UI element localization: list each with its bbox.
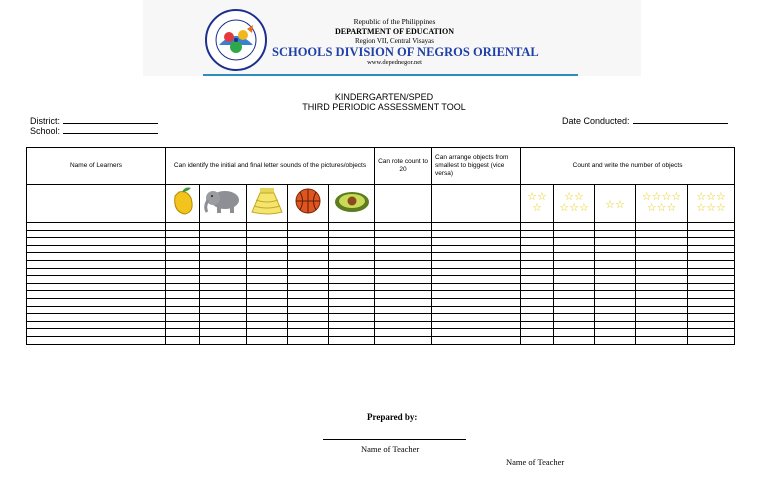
score-cell[interactable] xyxy=(595,306,636,314)
learner-name-cell[interactable] xyxy=(27,336,166,344)
learner-name-cell[interactable] xyxy=(27,329,166,337)
score-cell[interactable] xyxy=(521,238,554,246)
score-cell[interactable] xyxy=(166,336,200,344)
table-row xyxy=(27,253,735,261)
score-cell[interactable] xyxy=(688,321,735,329)
score-cell[interactable] xyxy=(595,276,636,284)
score-cell[interactable] xyxy=(554,298,595,306)
score-cell[interactable] xyxy=(329,245,375,253)
score-cell[interactable] xyxy=(166,329,200,337)
score-cell[interactable] xyxy=(636,329,688,337)
score-cell[interactable] xyxy=(329,283,375,291)
score-cell[interactable] xyxy=(288,223,329,231)
score-cell[interactable] xyxy=(688,238,735,246)
table-row xyxy=(27,238,735,246)
score-cell[interactable] xyxy=(521,260,554,268)
skirt-cell xyxy=(247,185,288,223)
score-cell[interactable] xyxy=(688,298,735,306)
score-cell[interactable] xyxy=(636,260,688,268)
score-cell[interactable] xyxy=(247,276,288,284)
score-cell[interactable] xyxy=(636,276,688,284)
score-cell[interactable] xyxy=(432,298,521,306)
score-cell[interactable] xyxy=(166,238,200,246)
score-cell[interactable] xyxy=(375,245,432,253)
date-blank[interactable] xyxy=(633,115,728,124)
score-cell[interactable] xyxy=(288,306,329,314)
score-cell[interactable] xyxy=(595,336,636,344)
score-cell[interactable] xyxy=(329,230,375,238)
learner-name-cell[interactable] xyxy=(27,314,166,322)
score-cell[interactable] xyxy=(554,223,595,231)
score-cell[interactable] xyxy=(688,283,735,291)
score-cell[interactable] xyxy=(636,230,688,238)
score-cell[interactable] xyxy=(521,321,554,329)
score-cell[interactable] xyxy=(288,253,329,261)
score-cell[interactable] xyxy=(432,291,521,299)
table-row xyxy=(27,314,735,322)
score-cell[interactable] xyxy=(247,230,288,238)
score-cell[interactable] xyxy=(247,260,288,268)
score-cell[interactable] xyxy=(432,245,521,253)
deped-seal-logo xyxy=(205,9,267,71)
score-cell[interactable] xyxy=(688,336,735,344)
score-cell[interactable] xyxy=(521,283,554,291)
score-cell[interactable] xyxy=(554,260,595,268)
star-group-4-cell xyxy=(636,185,688,223)
score-cell[interactable] xyxy=(688,291,735,299)
score-cell[interactable] xyxy=(247,283,288,291)
score-cell[interactable] xyxy=(375,321,432,329)
score-cell[interactable] xyxy=(375,298,432,306)
score-cell[interactable] xyxy=(375,238,432,246)
learner-name-cell[interactable] xyxy=(27,230,166,238)
score-cell[interactable] xyxy=(375,314,432,322)
table-header-row xyxy=(27,148,735,185)
rote-blank-cell xyxy=(375,185,432,223)
score-cell[interactable] xyxy=(595,223,636,231)
score-cell[interactable] xyxy=(288,336,329,344)
score-cell[interactable] xyxy=(247,321,288,329)
score-cell[interactable] xyxy=(432,253,521,261)
district-label: District: xyxy=(30,116,60,126)
score-cell[interactable] xyxy=(554,253,595,261)
score-cell[interactable] xyxy=(166,253,200,261)
col-learners-header: Name of Learners xyxy=(27,148,166,185)
table-row xyxy=(27,268,735,276)
score-cell[interactable] xyxy=(595,283,636,291)
score-cell[interactable] xyxy=(329,276,375,284)
score-cell[interactable] xyxy=(688,245,735,253)
score-cell[interactable] xyxy=(554,329,595,337)
score-cell[interactable] xyxy=(200,260,247,268)
table-row xyxy=(27,223,735,231)
mango-icon xyxy=(169,186,197,216)
score-cell[interactable] xyxy=(329,268,375,276)
learner-name-cell[interactable] xyxy=(27,276,166,284)
score-cell[interactable] xyxy=(375,306,432,314)
table-row xyxy=(27,291,735,299)
score-cell[interactable] xyxy=(595,321,636,329)
score-cell[interactable] xyxy=(432,238,521,246)
score-cell[interactable] xyxy=(288,245,329,253)
basketball-icon xyxy=(294,187,322,215)
score-cell[interactable] xyxy=(521,314,554,322)
score-cell[interactable] xyxy=(688,253,735,261)
star-group-5: ☆☆☆ ☆☆☆ xyxy=(696,190,726,214)
score-cell[interactable] xyxy=(432,314,521,322)
col-count-header: Count and write the number of objects xyxy=(521,148,735,185)
score-cell[interactable] xyxy=(166,245,200,253)
score-cell[interactable] xyxy=(166,298,200,306)
score-cell[interactable] xyxy=(636,314,688,322)
score-cell[interactable] xyxy=(166,268,200,276)
score-cell[interactable] xyxy=(521,298,554,306)
score-cell[interactable] xyxy=(329,298,375,306)
score-cell[interactable] xyxy=(166,260,200,268)
score-cell[interactable] xyxy=(595,230,636,238)
score-cell[interactable] xyxy=(329,321,375,329)
table-row xyxy=(27,306,735,314)
score-cell[interactable] xyxy=(166,283,200,291)
score-cell[interactable] xyxy=(375,276,432,284)
score-cell[interactable] xyxy=(247,336,288,344)
score-cell[interactable] xyxy=(432,230,521,238)
score-cell[interactable] xyxy=(688,223,735,231)
picture-row xyxy=(27,185,735,223)
learner-name-cell[interactable] xyxy=(27,223,166,231)
score-cell[interactable] xyxy=(432,306,521,314)
score-cell[interactable] xyxy=(688,276,735,284)
score-cell[interactable] xyxy=(554,291,595,299)
score-cell[interactable] xyxy=(166,306,200,314)
arrange-blank-cell xyxy=(432,185,521,223)
score-cell[interactable] xyxy=(554,283,595,291)
school-field xyxy=(30,125,158,136)
score-cell[interactable] xyxy=(375,223,432,231)
learner-name-cell[interactable] xyxy=(27,291,166,299)
star-group-3: ☆☆ xyxy=(605,198,625,211)
elephant-icon xyxy=(203,187,243,215)
score-cell[interactable] xyxy=(432,223,521,231)
score-cell[interactable] xyxy=(288,329,329,337)
score-cell[interactable] xyxy=(247,245,288,253)
score-cell[interactable] xyxy=(554,336,595,344)
score-cell[interactable] xyxy=(521,336,554,344)
score-cell[interactable] xyxy=(166,276,200,284)
table-row xyxy=(27,283,735,291)
score-cell[interactable] xyxy=(288,283,329,291)
table-row xyxy=(27,321,735,329)
learner-name-cell[interactable] xyxy=(27,260,166,268)
score-cell[interactable] xyxy=(688,260,735,268)
score-cell[interactable] xyxy=(166,230,200,238)
score-cell[interactable] xyxy=(329,223,375,231)
score-cell[interactable] xyxy=(595,253,636,261)
score-cell[interactable] xyxy=(200,238,247,246)
score-cell[interactable] xyxy=(375,336,432,344)
col-rote-header: Can rote count to 20 xyxy=(375,148,432,185)
score-cell[interactable] xyxy=(288,276,329,284)
star-group-2: ☆☆ ☆☆☆ xyxy=(559,190,589,214)
score-cell[interactable] xyxy=(375,230,432,238)
score-cell[interactable] xyxy=(636,336,688,344)
score-cell[interactable] xyxy=(432,260,521,268)
score-cell[interactable] xyxy=(375,253,432,261)
score-cell[interactable] xyxy=(329,260,375,268)
score-cell[interactable] xyxy=(554,238,595,246)
mango-cell xyxy=(166,185,200,223)
teacher-name-label-2: Name of Teacher xyxy=(506,457,565,467)
score-cell[interactable] xyxy=(329,329,375,337)
learner-name-cell[interactable] xyxy=(27,253,166,261)
score-cell[interactable] xyxy=(247,268,288,276)
score-cell[interactable] xyxy=(595,268,636,276)
date-field xyxy=(562,115,728,126)
score-cell[interactable] xyxy=(247,223,288,231)
score-cell[interactable] xyxy=(200,230,247,238)
assessment-table xyxy=(26,147,735,345)
score-cell[interactable] xyxy=(329,238,375,246)
score-cell[interactable] xyxy=(375,260,432,268)
picture-row-name-cell xyxy=(27,185,166,223)
score-cell[interactable] xyxy=(200,314,247,322)
score-cell[interactable] xyxy=(521,276,554,284)
score-cell[interactable] xyxy=(375,268,432,276)
learner-name-cell[interactable] xyxy=(27,306,166,314)
table-row xyxy=(27,245,735,253)
header-divider xyxy=(203,74,578,76)
score-cell[interactable] xyxy=(432,321,521,329)
school-blank[interactable] xyxy=(63,125,158,134)
score-cell[interactable] xyxy=(595,329,636,337)
score-cell[interactable] xyxy=(636,298,688,306)
score-cell[interactable] xyxy=(521,245,554,253)
score-cell[interactable] xyxy=(636,306,688,314)
score-cell[interactable] xyxy=(595,291,636,299)
score-cell[interactable] xyxy=(688,329,735,337)
learner-name-cell[interactable] xyxy=(27,298,166,306)
score-cell[interactable] xyxy=(554,276,595,284)
score-cell[interactable] xyxy=(636,253,688,261)
score-cell[interactable] xyxy=(636,238,688,246)
table-row xyxy=(27,298,735,306)
table-row xyxy=(27,329,735,337)
score-cell[interactable] xyxy=(595,314,636,322)
score-cell[interactable] xyxy=(166,314,200,322)
score-cell[interactable] xyxy=(247,314,288,322)
score-cell[interactable] xyxy=(329,314,375,322)
learner-name-cell[interactable] xyxy=(27,238,166,246)
score-cell[interactable] xyxy=(288,230,329,238)
score-cell[interactable] xyxy=(247,253,288,261)
score-cell[interactable] xyxy=(688,230,735,238)
score-cell[interactable] xyxy=(688,306,735,314)
score-cell[interactable] xyxy=(200,329,247,337)
republic-line: Republic of the Philippines xyxy=(353,17,436,26)
date-label: Date Conducted: xyxy=(562,116,630,126)
score-cell[interactable] xyxy=(636,283,688,291)
learner-name-cell[interactable] xyxy=(27,245,166,253)
score-cell[interactable] xyxy=(595,238,636,246)
score-cell[interactable] xyxy=(521,306,554,314)
teacher-name-label-1: Name of Teacher xyxy=(361,444,420,454)
title-tool: THIRD PERIODIC ASSESSMENT TOOL xyxy=(302,102,466,112)
score-cell[interactable] xyxy=(166,321,200,329)
score-cell[interactable] xyxy=(200,245,247,253)
score-cell[interactable] xyxy=(200,268,247,276)
star-group-1: ☆☆ ☆ xyxy=(527,190,547,214)
score-cell[interactable] xyxy=(200,336,247,344)
title-level: KINDERGARTEN/SPED xyxy=(334,92,434,102)
score-cell[interactable] xyxy=(521,253,554,261)
score-cell[interactable] xyxy=(329,336,375,344)
star-group-1-cell xyxy=(521,185,554,223)
col-letters-header: Can identify the initial and final letter sounds of the pictures/objects xyxy=(166,148,375,185)
score-cell[interactable] xyxy=(200,321,247,329)
score-cell[interactable] xyxy=(288,291,329,299)
skirt-icon xyxy=(250,186,284,216)
score-cell[interactable] xyxy=(288,298,329,306)
basketball-cell xyxy=(288,185,329,223)
score-cell[interactable] xyxy=(595,245,636,253)
score-cell[interactable] xyxy=(329,291,375,299)
score-cell[interactable] xyxy=(247,238,288,246)
score-cell[interactable] xyxy=(554,306,595,314)
score-cell[interactable] xyxy=(688,314,735,322)
score-cell[interactable] xyxy=(375,329,432,337)
score-cell[interactable] xyxy=(166,223,200,231)
score-cell[interactable] xyxy=(636,268,688,276)
score-cell[interactable] xyxy=(521,329,554,337)
signature-line[interactable] xyxy=(323,439,466,440)
prepared-by-label: Prepared by: xyxy=(367,412,418,422)
score-cell[interactable] xyxy=(200,298,247,306)
score-cell[interactable] xyxy=(554,321,595,329)
learner-name-cell[interactable] xyxy=(27,321,166,329)
score-cell[interactable] xyxy=(595,298,636,306)
score-cell[interactable] xyxy=(375,291,432,299)
elephant-cell xyxy=(200,185,247,223)
table-row xyxy=(27,336,735,344)
score-cell[interactable] xyxy=(200,306,247,314)
score-cell[interactable] xyxy=(595,260,636,268)
score-cell[interactable] xyxy=(247,306,288,314)
score-cell[interactable] xyxy=(432,329,521,337)
table-row xyxy=(27,230,735,238)
score-cell[interactable] xyxy=(247,291,288,299)
score-cell[interactable] xyxy=(521,223,554,231)
score-cell[interactable] xyxy=(636,321,688,329)
score-cell[interactable] xyxy=(521,291,554,299)
avocado-cell xyxy=(329,185,375,223)
score-cell[interactable] xyxy=(432,336,521,344)
school-label: School: xyxy=(30,126,61,136)
learner-name-cell[interactable] xyxy=(27,268,166,276)
score-cell[interactable] xyxy=(200,253,247,261)
star-group-3-cell xyxy=(595,185,636,223)
region-line: Region VII, Central Visayas xyxy=(354,37,435,45)
district-blank[interactable] xyxy=(63,115,158,124)
score-cell[interactable] xyxy=(288,321,329,329)
score-cell[interactable] xyxy=(636,223,688,231)
star-group-4: ☆☆☆☆ ☆☆☆ xyxy=(641,190,682,214)
score-cell[interactable] xyxy=(636,245,688,253)
score-cell[interactable] xyxy=(521,268,554,276)
score-cell[interactable] xyxy=(247,329,288,337)
avocado-icon xyxy=(332,188,372,214)
score-cell[interactable] xyxy=(247,298,288,306)
score-cell[interactable] xyxy=(329,306,375,314)
score-cell[interactable] xyxy=(288,238,329,246)
score-cell[interactable] xyxy=(432,283,521,291)
score-cell[interactable] xyxy=(554,314,595,322)
score-cell[interactable] xyxy=(200,291,247,299)
division-name: SCHOOLS DIVISION OF NEGROS ORIENTAL xyxy=(272,45,539,59)
score-cell[interactable] xyxy=(432,276,521,284)
score-cell[interactable] xyxy=(200,283,247,291)
score-cell[interactable] xyxy=(554,245,595,253)
score-cell[interactable] xyxy=(432,268,521,276)
table-row xyxy=(27,260,735,268)
score-cell[interactable] xyxy=(636,291,688,299)
learner-name-cell[interactable] xyxy=(27,283,166,291)
table-row xyxy=(27,276,735,284)
score-cell[interactable] xyxy=(288,268,329,276)
col-arrange-header: Can arrange objects from smallest to biggest (vice versa) xyxy=(432,148,521,185)
score-cell[interactable] xyxy=(200,276,247,284)
department-line: DEPARTMENT OF EDUCATION xyxy=(335,27,454,36)
score-cell[interactable] xyxy=(554,268,595,276)
star-group-5-cell xyxy=(688,185,735,223)
blank-rows xyxy=(27,223,735,345)
score-cell[interactable] xyxy=(288,260,329,268)
star-group-2-cell xyxy=(554,185,595,223)
website-line: www.depednegor.net xyxy=(367,59,422,66)
score-cell[interactable] xyxy=(166,291,200,299)
score-cell[interactable] xyxy=(688,268,735,276)
score-cell[interactable] xyxy=(375,283,432,291)
score-cell[interactable] xyxy=(521,230,554,238)
score-cell[interactable] xyxy=(288,314,329,322)
score-cell[interactable] xyxy=(200,223,247,231)
score-cell[interactable] xyxy=(554,230,595,238)
score-cell[interactable] xyxy=(329,253,375,261)
